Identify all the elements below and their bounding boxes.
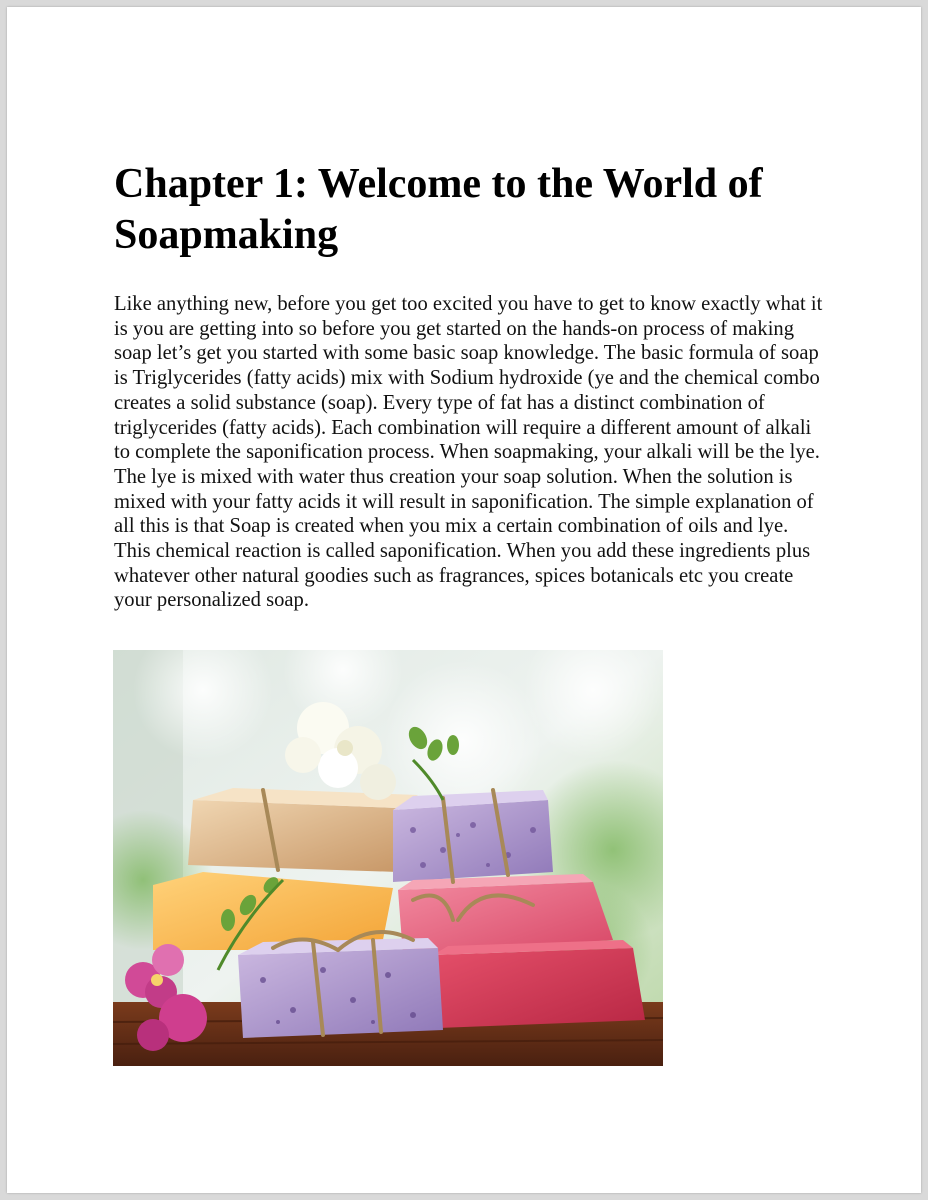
handmade-soap-photo: [113, 650, 663, 1066]
chapter-body-paragraph: Like anything new, before you get too excited you have to get to know exactly what it is you are getting into so before you get started on the hands-on process of making soap let’s get you started with some basic soap knowledge. The basic formula of soap is Triglycerides (fatty acids) mix with Sodium hydroxide (ye and the chemical combo creates a solid substance (soap). Every type of fat has a distinct combination of triglycerides (fatty acids). Each combination will require a different amount of alkali to complete the saponification process. When soapmaking, your alkali will be the lye. The lye is mixed with water thus creation your soap solution. When the solution is mixed with your fatty acids it will result in saponification. The simple explanation of all this is that Soap is created when you mix a certain combination of oils and lye. This chemical reaction is called saponification. When you add these ingredients plus whatever other natural goodies such as fragrances, spices botanicals etc you create your personalized soap.: [114, 293, 823, 612]
chapter-title: Chapter 1: Welcome to the World of Soapmaking: [114, 161, 763, 258]
document-page: [7, 7, 921, 1193]
